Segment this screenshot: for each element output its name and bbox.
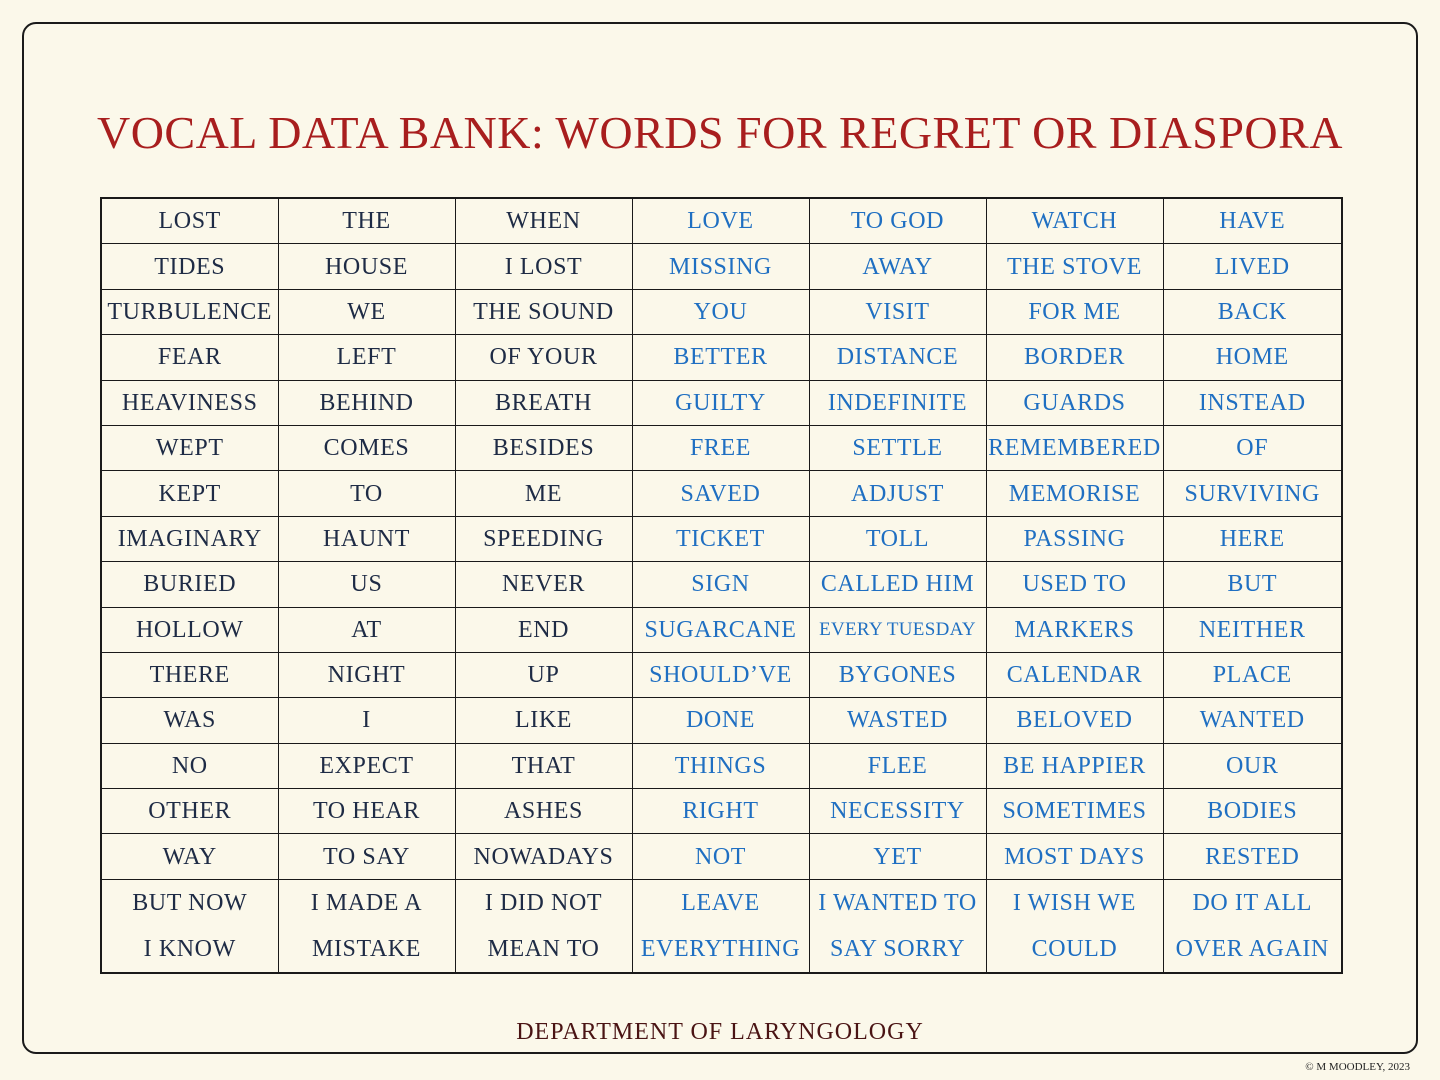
page-title: VOCAL DATA BANK: WORDS FOR REGRET OR DIASPORA xyxy=(96,107,1344,158)
phrase-cell xyxy=(278,879,455,973)
phrase-line: I WANTED TO xyxy=(818,889,977,916)
word-cell: PASSING xyxy=(986,516,1163,561)
word-cell: WE xyxy=(278,289,455,334)
word-cell: VISIT xyxy=(809,289,986,334)
word-row xyxy=(101,380,1342,425)
word-cell: TOLL xyxy=(809,516,986,561)
word-cell: NO xyxy=(101,743,278,788)
word-row xyxy=(101,244,1342,289)
phrase-line: I DID NOT xyxy=(484,889,603,916)
word-cell: FREE xyxy=(632,425,809,470)
word-cell: BODIES xyxy=(1163,789,1342,834)
word-row xyxy=(101,562,1342,607)
word-cell: SOMETIMES xyxy=(986,789,1163,834)
word-cell: TO HEAR xyxy=(278,789,455,834)
phrase-line: COULD xyxy=(1031,935,1118,962)
word-cell: COMES xyxy=(278,425,455,470)
phrase-line: I MADE A xyxy=(310,889,423,916)
word-cell: SHOULD’VE xyxy=(632,652,809,697)
phrase-line: SAY SORRY xyxy=(829,935,966,962)
word-cell: SURVIVING xyxy=(1163,471,1342,516)
word-cell: NOT xyxy=(632,834,809,879)
word-cell: NIGHT xyxy=(278,652,455,697)
word-cell: HEAVINESS xyxy=(101,380,278,425)
word-cell: BURIED xyxy=(101,562,278,607)
word-cell: USED TO xyxy=(986,562,1163,607)
word-cell: THERE xyxy=(101,652,278,697)
word-cell: GUARDS xyxy=(986,380,1163,425)
phrase-cell xyxy=(809,879,986,973)
word-cell: DONE xyxy=(632,698,809,743)
word-row xyxy=(101,471,1342,516)
word-cell: PLACE xyxy=(1163,652,1342,697)
word-cell: BORDER xyxy=(986,335,1163,380)
word-cell: TO SAY xyxy=(278,834,455,879)
word-cell: TIDES xyxy=(101,244,278,289)
word-cell: TICKET xyxy=(632,516,809,561)
word-cell: INDEFINITE xyxy=(809,380,986,425)
word-row xyxy=(101,335,1342,380)
word-cell: BUT xyxy=(1163,562,1342,607)
phrase-line: MEAN TO xyxy=(487,935,600,962)
word-cell: FEAR xyxy=(101,335,278,380)
word-cell: LIKE xyxy=(455,698,632,743)
word-cell: WHEN xyxy=(455,198,632,244)
word-cell: HOME xyxy=(1163,335,1342,380)
word-cell: SETTLE xyxy=(809,425,986,470)
word-cell: HOLLOW xyxy=(101,607,278,652)
word-cell: LOVE xyxy=(632,198,809,244)
phrase-line: I WISH WE xyxy=(1012,889,1137,916)
word-row xyxy=(101,652,1342,697)
word-cell: HAVE xyxy=(1163,198,1342,244)
word-cell: BELOVED xyxy=(986,698,1163,743)
word-row xyxy=(101,834,1342,879)
word-cell: END xyxy=(455,607,632,652)
word-cell: HERE xyxy=(1163,516,1342,561)
word-row xyxy=(101,607,1342,652)
word-cell: WAS xyxy=(101,698,278,743)
word-cell: ME xyxy=(455,471,632,516)
department-footer: DEPARTMENT OF LARYNGOLOGY xyxy=(516,1019,924,1045)
word-cell: THE STOVE xyxy=(986,244,1163,289)
phrase-line: LEAVE xyxy=(681,889,760,916)
word-cell: YOU xyxy=(632,289,809,334)
phrase-line: MISTAKE xyxy=(312,935,421,962)
word-cell: THINGS xyxy=(632,743,809,788)
word-cell: EVERY TUESDAY xyxy=(809,607,986,652)
word-row xyxy=(101,789,1342,834)
word-cell: OUR xyxy=(1163,743,1342,788)
word-cell: OF xyxy=(1163,425,1342,470)
word-cell: SUGARCANE xyxy=(632,607,809,652)
word-cell: US xyxy=(278,562,455,607)
word-cell: NOWADAYS xyxy=(455,834,632,879)
word-cell: THE xyxy=(278,198,455,244)
word-cell: BETTER xyxy=(632,335,809,380)
phrase-line: BUT NOW xyxy=(132,889,248,916)
word-cell: SIGN xyxy=(632,562,809,607)
word-bank-body xyxy=(101,198,1342,973)
word-cell: WAY xyxy=(101,834,278,879)
word-cell: THE SOUND xyxy=(455,289,632,334)
phrase-cell xyxy=(455,879,632,973)
word-row xyxy=(101,289,1342,334)
word-cell: MISSING xyxy=(632,244,809,289)
word-cell: WEPT xyxy=(101,425,278,470)
phrase-cell xyxy=(1163,879,1342,973)
phrase-cell xyxy=(101,879,278,973)
word-cell: EXPECT xyxy=(278,743,455,788)
word-cell: WASTED xyxy=(809,698,986,743)
word-cell: AWAY xyxy=(809,244,986,289)
word-cell: INSTEAD xyxy=(1163,380,1342,425)
word-cell: RIGHT xyxy=(632,789,809,834)
phrase-line: OVER AGAIN xyxy=(1175,935,1329,962)
word-cell: NEITHER xyxy=(1163,607,1342,652)
word-cell: TURBULENCE xyxy=(101,289,278,334)
phrase-cell xyxy=(632,879,809,973)
word-cell: WANTED xyxy=(1163,698,1342,743)
word-row xyxy=(101,743,1342,788)
word-cell: LEFT xyxy=(278,335,455,380)
word-cell: BACK xyxy=(1163,289,1342,334)
word-row xyxy=(101,198,1342,244)
word-cell: KEPT xyxy=(101,471,278,516)
word-cell: BE HAPPIER xyxy=(986,743,1163,788)
word-cell: CALENDAR xyxy=(986,652,1163,697)
word-cell: ASHES xyxy=(455,789,632,834)
word-cell: WATCH xyxy=(986,198,1163,244)
word-cell: BREATH xyxy=(455,380,632,425)
phrase-row xyxy=(101,879,1342,973)
word-cell: AT xyxy=(278,607,455,652)
phrase-line: I KNOW xyxy=(143,935,236,962)
word-row xyxy=(101,516,1342,561)
word-cell: GUILTY xyxy=(632,380,809,425)
word-cell: MOST DAYS xyxy=(986,834,1163,879)
word-cell: OF YOUR xyxy=(455,335,632,380)
word-cell: I LOST xyxy=(455,244,632,289)
word-row xyxy=(101,425,1342,470)
word-cell: BYGONES xyxy=(809,652,986,697)
word-cell: BEHIND xyxy=(278,380,455,425)
phrase-line: EVERYTHING xyxy=(640,935,801,962)
word-cell: IMAGINARY xyxy=(101,516,278,561)
word-cell: HOUSE xyxy=(278,244,455,289)
word-cell: REMEMBERED xyxy=(986,425,1163,470)
word-cell: SAVED xyxy=(632,471,809,516)
word-cell: NEVER xyxy=(455,562,632,607)
word-cell: OTHER xyxy=(101,789,278,834)
word-cell: BESIDES xyxy=(455,425,632,470)
word-cell: UP xyxy=(455,652,632,697)
word-cell: LOST xyxy=(101,198,278,244)
word-cell: TO xyxy=(278,471,455,516)
word-cell: THAT xyxy=(455,743,632,788)
word-cell: ADJUST xyxy=(809,471,986,516)
copyright-notice: © M MOODLEY, 2023 xyxy=(1305,1061,1410,1073)
phrase-line: DO IT ALL xyxy=(1192,889,1313,916)
word-cell: FOR ME xyxy=(986,289,1163,334)
word-cell: MARKERS xyxy=(986,607,1163,652)
word-cell: HAUNT xyxy=(278,516,455,561)
word-cell: FLEE xyxy=(809,743,986,788)
word-cell: I xyxy=(278,698,455,743)
word-bank-table xyxy=(100,197,1343,974)
word-cell: YET xyxy=(809,834,986,879)
word-cell: NECESSITY xyxy=(809,789,986,834)
word-cell: DISTANCE xyxy=(809,335,986,380)
phrase-cell xyxy=(986,879,1163,973)
word-cell: SPEEDING xyxy=(455,516,632,561)
word-cell: TO GOD xyxy=(809,198,986,244)
word-cell: LIVED xyxy=(1163,244,1342,289)
word-cell: CALLED HIM xyxy=(809,562,986,607)
word-row xyxy=(101,698,1342,743)
word-cell: RESTED xyxy=(1163,834,1342,879)
word-cell: MEMORISE xyxy=(986,471,1163,516)
